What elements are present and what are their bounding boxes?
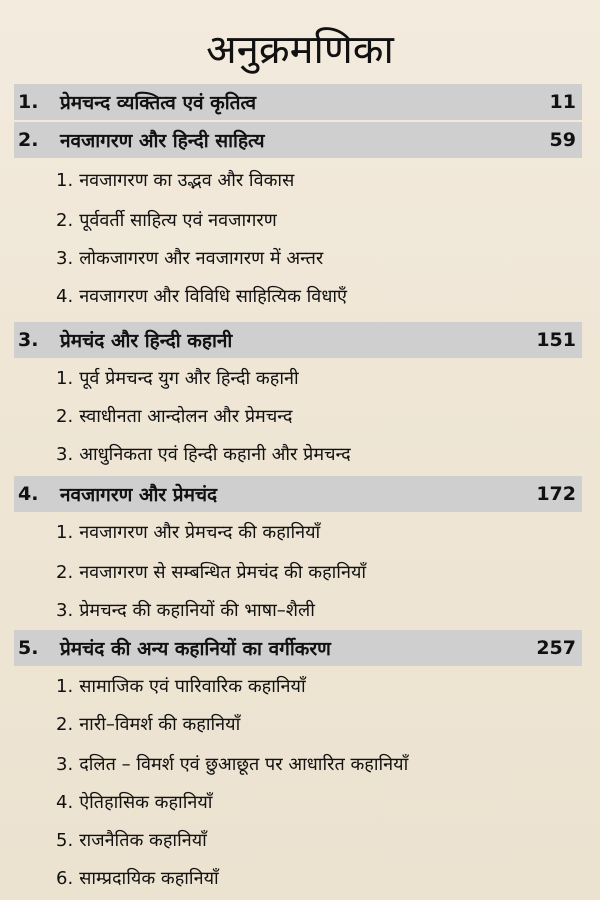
chapter-page-number: 257 [536,637,576,659]
subsection-number: 3. [56,753,74,775]
subsection-title: दलित – विमर्श एवं छुआछूत पर आधारित कहानियाँ [79,754,409,775]
subsection-item [56,276,586,316]
subsection-item [56,434,586,474]
subsection-title: स्वाधीनता आन्दोलन और प्रेमचन्द [79,406,293,427]
chapter-title: प्रेमचंद और हिन्दी कहानी [60,330,233,352]
chapter-number: 1. [18,91,39,113]
subsection-number: 3. [56,443,74,465]
chapter-number: 3. [18,329,39,351]
subsection-number: 1. [56,521,74,543]
subsection-title: पूर्व प्रेमचन्द युग और हिन्दी कहानी [79,368,299,389]
chapter-row [14,476,582,512]
subsection-title: लोकजागरण और नवजागरण में अन्तर [79,248,324,269]
chapter-title: नवजागरण और हिन्दी साहित्य [60,130,265,152]
subsection-item [56,160,586,200]
chapter-title: प्रेमचंद की अन्य कहानियों का वर्गीकरण [60,638,331,660]
chapter-row [14,630,582,666]
subsection-item [56,552,586,592]
chapter-number: 2. [18,129,39,151]
subsection-number: 2. [56,561,74,583]
chapter-page-number: 172 [536,483,576,505]
subsection-item [56,820,586,860]
subsection-item [56,744,586,784]
subsection-title: राजनैतिक कहानियाँ [79,830,207,851]
subsection-number: 4. [56,791,74,813]
subsection-title: नवजागरण का उद्भव और विकास [79,170,295,191]
chapter-number: 4. [18,483,39,505]
chapter-row [14,122,582,158]
subsection-item [56,200,586,240]
subsection-title: सामाजिक एवं पारिवारिक कहानियाँ [79,676,306,697]
subsection-item [56,782,586,822]
subsection-item [56,238,586,278]
subsection-number: 4. [56,285,74,307]
subsection-title: नवजागरण से सम्बन्धित प्रेमचंद की कहानियाँ [79,562,367,583]
chapter-row [14,84,582,120]
chapter-title: प्रेमचन्द व्यक्तित्व एवं कृतित्व [60,92,257,114]
subsection-number: 3. [56,247,74,269]
chapter-title: नवजागरण और प्रेमचंद [60,484,218,506]
subsection-item [56,512,586,552]
subsection-number: 5. [56,829,74,851]
subsection-number: 1. [56,675,74,697]
subsection-number: 3. [56,599,74,621]
subsection-title: ऐतिहासिक कहानियाँ [79,792,213,813]
subsection-title: नवजागरण और प्रेमचन्द की कहानियाँ [79,522,321,543]
subsection-item [56,358,586,398]
subsection-number: 1. [56,367,74,389]
subsection-number: 1. [56,169,74,191]
subsection-item [56,590,586,630]
subsection-item [56,396,586,436]
chapter-page-number: 11 [549,91,576,113]
chapter-page-number: 59 [549,129,576,151]
subsection-item [56,666,586,706]
subsection-number: 2. [56,713,74,735]
subsection-title: पूर्ववर्ती साहित्य एवं नवजागरण [79,210,277,231]
subsection-number: 2. [56,405,74,427]
subsection-item [56,858,586,898]
chapter-row [14,322,582,358]
subsection-title: नारी–विमर्श की कहानियाँ [79,714,241,735]
subsection-title: प्रेमचन्द की कहानियों की भाषा–शैली [79,600,315,621]
chapter-number: 5. [18,637,39,659]
subsection-number: 6. [56,867,74,889]
subsection-item [56,704,586,744]
subsection-title: आधुनिकता एवं हिन्दी कहानी और प्रेमचन्द [79,444,351,465]
subsection-number: 2. [56,209,74,231]
subsection-title: साम्प्रदायिक कहानियाँ [79,868,219,889]
chapter-page-number: 151 [536,329,576,351]
page-title: अनुक्रमणिका [206,27,394,73]
subsection-title: नवजागरण और विविधि साहित्यिक विधाएँ [79,286,347,307]
